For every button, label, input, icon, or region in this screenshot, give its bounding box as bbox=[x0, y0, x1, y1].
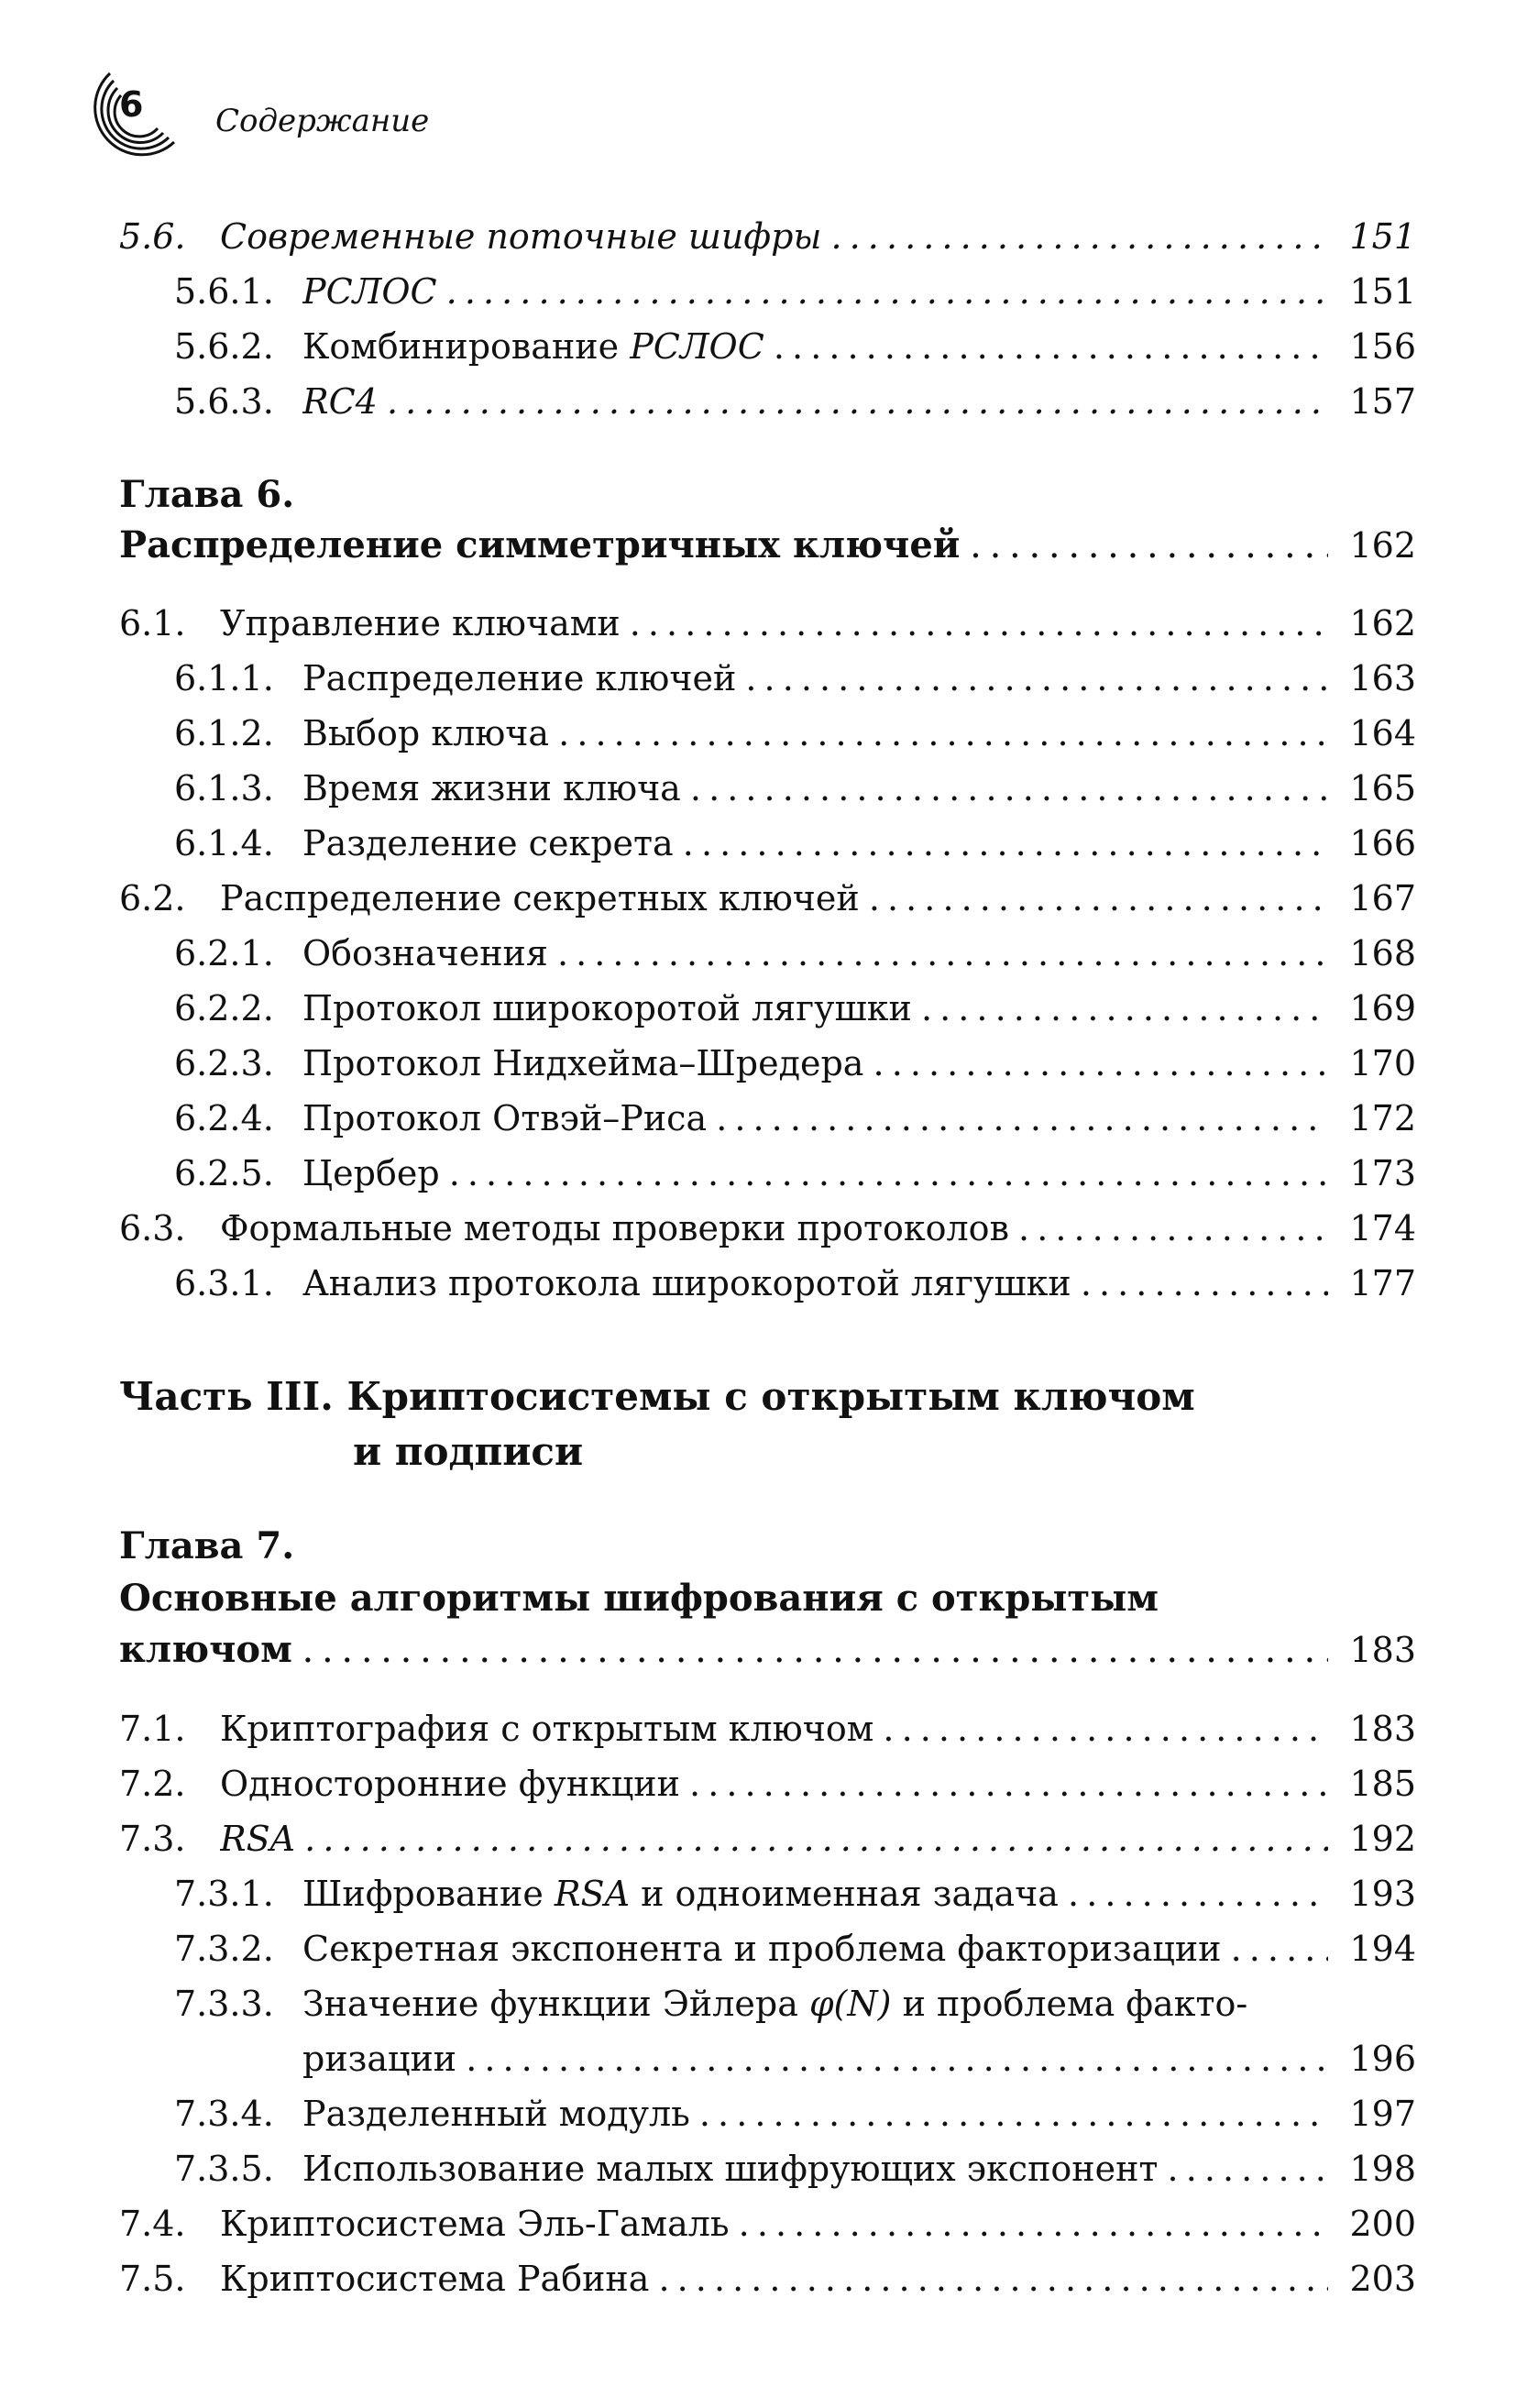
entry-number: 7.3.1. bbox=[174, 1874, 274, 1914]
entry-number: 6.3. bbox=[119, 1208, 186, 1248]
toc-entry[interactable] bbox=[119, 871, 1416, 926]
entry-number: 7.1. bbox=[119, 1709, 186, 1749]
toc-entry[interactable] bbox=[174, 1921, 1416, 1976]
entry-title: Секретная экспонента и проблема факторизации . . . bbox=[302, 1921, 1328, 1976]
entry-title: Протокол широкоротой лягушки . . . bbox=[302, 981, 1328, 1036]
toc-entry[interactable] bbox=[174, 926, 1416, 981]
toc-entry[interactable] bbox=[174, 319, 1416, 374]
part-title-cont: и подписи bbox=[353, 1429, 584, 1474]
entry-number: 5.6.3. bbox=[174, 381, 274, 422]
entry-title: Цербер . . . bbox=[302, 1146, 1328, 1201]
entry-page: 162 bbox=[1349, 603, 1416, 643]
entry-number: 6.2.5. bbox=[174, 1153, 274, 1193]
chapter-title-cont: ключом . . . bbox=[119, 1622, 1328, 1677]
running-title: Содержание bbox=[215, 103, 430, 139]
toc-entry[interactable] bbox=[119, 2251, 1416, 2306]
entry-title: Использование малых шифрующих экспонент . . . bbox=[302, 2141, 1328, 2196]
entry-number: 6.2.1. bbox=[174, 933, 274, 973]
entry-title: Разделенный модуль . . . bbox=[302, 2086, 1328, 2141]
entry-page: 203 bbox=[1349, 2259, 1416, 2299]
entry-title: Криптография с открытым ключом . . . bbox=[220, 1701, 1328, 1756]
toc-entry[interactable] bbox=[174, 981, 1416, 1036]
entry-number: 7.3.5. bbox=[174, 2149, 274, 2189]
entry-page: 193 bbox=[1349, 1874, 1416, 1914]
entry-title: Современные поточные шифры . . . bbox=[220, 209, 1328, 264]
entry-number: 7.3.3. bbox=[174, 1984, 274, 2024]
entry-title: Криптосистема Рабина . . . bbox=[220, 2251, 1328, 2306]
entry-title: Время жизни ключа . . . bbox=[302, 761, 1328, 816]
entry-title: Криптосистема Эль-Гамаль . . . bbox=[220, 2196, 1328, 2251]
toc-entry[interactable] bbox=[119, 2196, 1416, 2251]
toc-entry[interactable] bbox=[174, 1146, 1416, 1201]
toc-entry[interactable] bbox=[174, 816, 1416, 871]
entry-number: 6.2.3. bbox=[174, 1043, 274, 1083]
entry-number: 6.2.2. bbox=[174, 988, 274, 1028]
entry-title: Протокол Нидхейма–Шредера . . . bbox=[302, 1036, 1328, 1091]
entry-title: Комбинирование РСЛОС . . . bbox=[302, 319, 1328, 374]
chapter-label: Глава 6. bbox=[119, 473, 295, 516]
entry-page: 151 bbox=[1349, 216, 1416, 257]
entry-number: 5.6.2. bbox=[174, 326, 274, 367]
toc-entry[interactable] bbox=[174, 651, 1416, 706]
entry-number: 7.2. bbox=[119, 1764, 186, 1804]
entry-page: 170 bbox=[1349, 1043, 1416, 1083]
entry-page: 156 bbox=[1349, 326, 1416, 367]
toc-entry[interactable] bbox=[174, 2141, 1416, 2196]
chapter-entry[interactable] bbox=[119, 1622, 1416, 1677]
entry-number: 5.6. bbox=[119, 216, 186, 257]
toc-entry[interactable] bbox=[174, 761, 1416, 816]
entry-page: 169 bbox=[1349, 988, 1416, 1028]
entry-title: RSA . . . bbox=[220, 1811, 1328, 1866]
chapter-title: Основные алгоритмы шифрования с открытым bbox=[119, 1577, 1159, 1620]
entry-number: 6.1.3. bbox=[174, 768, 274, 808]
entry-page: 192 bbox=[1349, 1819, 1416, 1859]
entry-title: Односторонние функции . . . bbox=[220, 1756, 1328, 1811]
entry-number: 6.1. bbox=[119, 603, 186, 643]
chapter-title: Распределение симметричных ключей . . . bbox=[119, 518, 1328, 573]
entry-number: 6.2.4. bbox=[174, 1098, 274, 1138]
entry-page: 166 bbox=[1349, 823, 1416, 863]
toc-entry[interactable] bbox=[119, 1701, 1416, 1756]
entry-title: Распределение секретных ключей . . . bbox=[220, 871, 1328, 926]
part-title: Часть III. Криптосистемы с открытым ключом bbox=[119, 1374, 1195, 1419]
entry-page: 177 bbox=[1349, 1263, 1416, 1303]
toc-entry[interactable] bbox=[174, 1091, 1416, 1146]
entry-number: 7.3.4. bbox=[174, 2094, 274, 2134]
toc-entry[interactable] bbox=[174, 706, 1416, 761]
toc-entry[interactable] bbox=[174, 1866, 1416, 1921]
entry-title: Распределение ключей . . . bbox=[302, 651, 1328, 706]
toc-entry[interactable] bbox=[174, 264, 1416, 319]
entry-title: Выбор ключа . . . bbox=[302, 706, 1328, 761]
chapter-page: 162 bbox=[1349, 525, 1416, 566]
page-number: 6 bbox=[119, 84, 144, 125]
entry-title: Шифрование RSA и одноименная задача . . . bbox=[302, 1866, 1328, 1921]
entry-number: 6.1.4. bbox=[174, 823, 274, 863]
toc-entry[interactable] bbox=[119, 596, 1416, 651]
toc-entry[interactable] bbox=[119, 1811, 1416, 1866]
entry-page: 157 bbox=[1349, 381, 1416, 422]
entry-page: 151 bbox=[1349, 271, 1416, 312]
toc-entry[interactable] bbox=[174, 2086, 1416, 2141]
entry-title: Протокол Отвэй–Риса . . . bbox=[302, 1091, 1328, 1146]
running-header bbox=[73, 64, 715, 165]
chapter-entry[interactable] bbox=[119, 518, 1416, 573]
entry-title: Анализ протокола широкоротой лягушки . . . bbox=[302, 1256, 1328, 1311]
entry-page: 185 bbox=[1349, 1764, 1416, 1804]
toc-entry[interactable] bbox=[174, 1256, 1416, 1311]
toc-entry[interactable] bbox=[119, 1756, 1416, 1811]
entry-number: 7.3. bbox=[119, 1819, 186, 1859]
chapter-page: 183 bbox=[1349, 1630, 1416, 1670]
toc-entry[interactable] bbox=[174, 1036, 1416, 1091]
entry-page: 174 bbox=[1349, 1208, 1416, 1248]
entry-number: 6.2. bbox=[119, 878, 186, 918]
entry-title: Формальные методы проверки протоколов . . . bbox=[220, 1201, 1328, 1256]
entry-number: 6.3.1. bbox=[174, 1263, 274, 1303]
entry-title-cont: ризации . . . bbox=[302, 2031, 1328, 2086]
chapter-label: Глава 7. bbox=[119, 1524, 295, 1567]
entry-page: 172 bbox=[1349, 1098, 1416, 1138]
entry-page: 163 bbox=[1349, 658, 1416, 698]
toc-entry[interactable] bbox=[174, 1976, 1416, 2086]
entry-title: Управление ключами . . . bbox=[220, 596, 1328, 651]
entry-page: 198 bbox=[1349, 2149, 1416, 2189]
entry-number: 7.4. bbox=[119, 2204, 186, 2244]
entry-number: 7.3.2. bbox=[174, 1929, 274, 1969]
entry-page: 196 bbox=[1349, 2039, 1416, 2079]
entry-page: 167 bbox=[1349, 878, 1416, 918]
entry-number: 7.5. bbox=[119, 2259, 186, 2299]
entry-page: 168 bbox=[1349, 933, 1416, 973]
entry-page: 164 bbox=[1349, 713, 1416, 753]
entry-title: RC4 . . . bbox=[302, 374, 1328, 429]
entry-title: Значение функции Эйлера φ(N) и проблема факто- bbox=[302, 1984, 1248, 2024]
entry-number: 6.1.1. bbox=[174, 658, 274, 698]
toc-entry[interactable] bbox=[119, 1201, 1416, 1256]
toc-entry[interactable] bbox=[174, 374, 1416, 429]
entry-page: 183 bbox=[1349, 1709, 1416, 1749]
entry-title: РСЛОС . . . bbox=[302, 264, 1328, 319]
entry-page: 194 bbox=[1349, 1929, 1416, 1969]
entry-page: 173 bbox=[1349, 1153, 1416, 1193]
entry-page: 200 bbox=[1349, 2204, 1416, 2244]
entry-page: 197 bbox=[1349, 2094, 1416, 2134]
entry-number: 5.6.1. bbox=[174, 271, 274, 312]
entry-page: 165 bbox=[1349, 768, 1416, 808]
toc-entry[interactable] bbox=[119, 209, 1416, 264]
entry-title: Разделение секрета . . . bbox=[302, 816, 1328, 871]
entry-number: 6.1.2. bbox=[174, 713, 274, 753]
entry-title: Обозначения . . . bbox=[302, 926, 1328, 981]
